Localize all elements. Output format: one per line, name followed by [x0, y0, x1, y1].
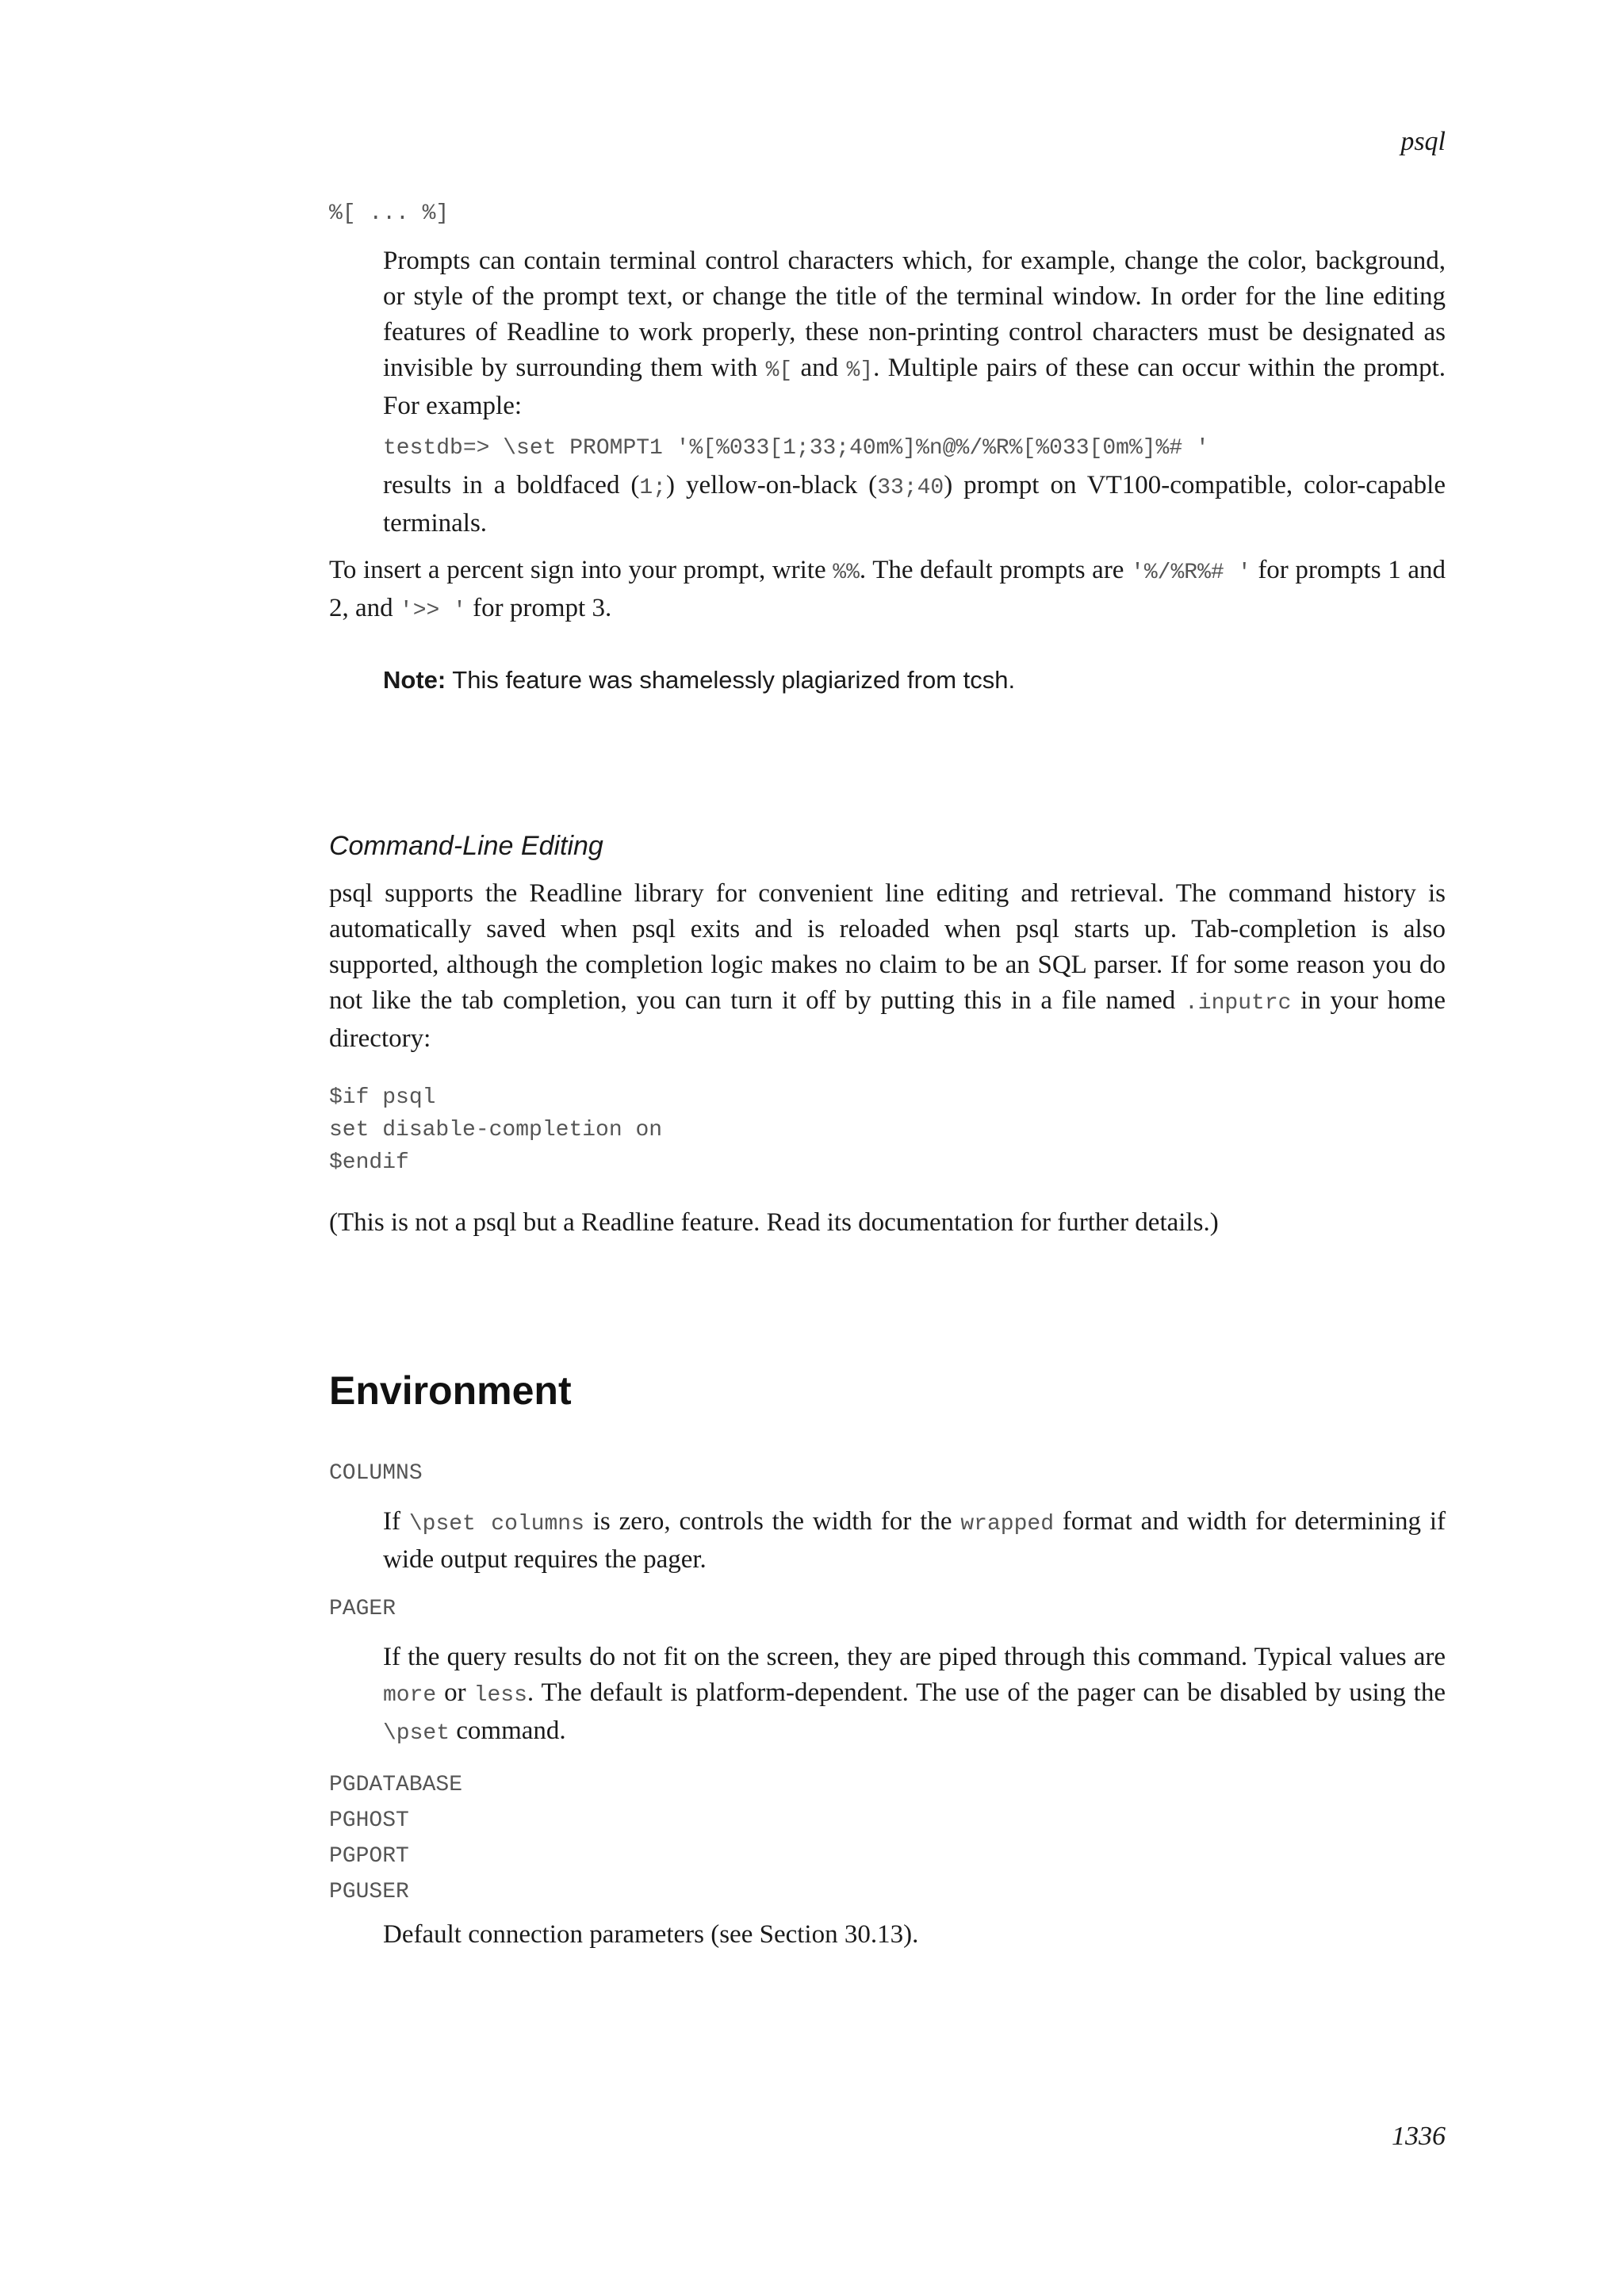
readline-note-paragraph: (This is not a psql but a Readline feature. Read its documentation for further details.): [329, 1208, 1219, 1237]
note-text: This feature was shamelessly plagiarized from tcsh.: [446, 666, 1016, 694]
columns-description: If \pset columns is zero, controls the width for the wrapped format and width for determining if wide output requires the pager.: [383, 1507, 1446, 1574]
prompt-example-result: results in a boldfaced (1;) yellow-on-black (33;40) prompt on VT100-compatible, color-capable terminals.: [383, 471, 1446, 538]
running-header: psql: [1400, 127, 1446, 156]
term-pgdatabase: PGDATABASE: [329, 1773, 463, 1797]
subsection-title: Command-Line Editing: [329, 831, 603, 861]
note-box: [383, 666, 1015, 695]
percent-sign-paragraph: To insert a percent sign into your prompt, write %%. The default prompts are '%/%R%# ' for prompts 1 and 2, and '>> ' for prompt 3.: [329, 556, 1446, 623]
term-pager: PAGER: [329, 1597, 396, 1621]
term-pghost: PGHOST: [329, 1808, 409, 1833]
note-label: Note:: [383, 666, 446, 694]
pg-description: Default connection parameters (see Section 30.13).: [383, 1920, 919, 1949]
page-number: 1336: [1392, 2122, 1446, 2151]
term-pguser: PGUSER: [329, 1880, 409, 1904]
term-prompt-escape: %[ ... %]: [329, 201, 450, 226]
section-title: Environment: [329, 1368, 572, 1413]
pager-description: If the query results do not fit on the screen, they are piped through this command. Typical values are more or less. The default is platform-dependent. The use of the pager can be disabled by using the \pset command.: [383, 1643, 1446, 1746]
term-pgport: PGPORT: [329, 1844, 409, 1869]
term-columns: COLUMNS: [329, 1461, 423, 1486]
prompt-escape-description: Prompts can contain terminal control characters which, for example, change the color, background, or style of the prompt text, or change the title of the terminal window. In order for the line editing features of Readline to work properly, these non-printing control characters must be designated as invisible by surrounding them with %[ and %]. Multiple pairs of these can occur within the prompt. For example:: [383, 247, 1446, 420]
pg-terms-list: [329, 1767, 462, 1910]
inputrc-code-block: $if psql set disable-completion on $endif: [329, 1085, 663, 1175]
cmdline-paragraph: psql supports the Readline library for convenient line editing and retrieval. The command history is automatically saved when psql exits and is reloaded when psql starts up. Tab-completion is also supported, although the completion logic makes no claim to be an SQL parser. If for some reason you do not like the tab completion, you can turn it off by putting this in a file named .inputrc in your home directory:: [329, 879, 1446, 1053]
prompt-example-code: testdb=> \set PROMPT1 '%[%033[1;33;40m%]%n@%/%R%[%033[0m%]%# ': [383, 436, 1209, 461]
